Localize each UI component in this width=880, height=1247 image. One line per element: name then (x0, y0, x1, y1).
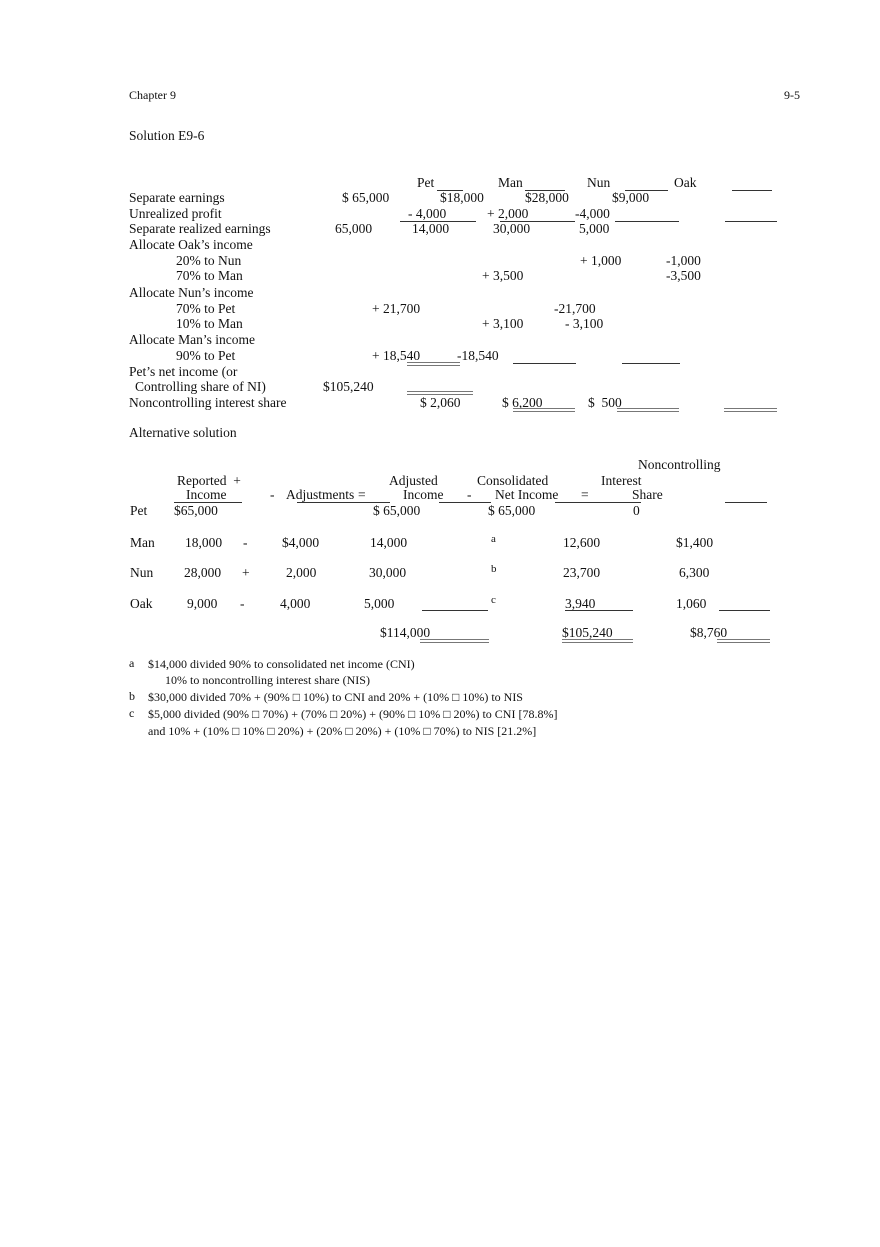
adjustment: 4,000 (280, 596, 311, 611)
row-label: Separate earnings (129, 190, 225, 205)
consolidated-net-income: $ 65,000 (488, 503, 536, 518)
adjusted-income: 14,000 (370, 535, 408, 550)
double-rule (513, 408, 575, 412)
footnote-text: and 10% + (10% □ 10% □ 20%) + (20% □ 20%) + (10% □ 70%) to NIS [21.2%] (148, 724, 537, 738)
header-adjustments: Adjustments (286, 487, 355, 502)
entity-name: Nun (130, 565, 154, 580)
header-income: Income (403, 487, 444, 502)
header-net-income: Net Income (495, 487, 559, 502)
consolidated-net-income: 23,700 (563, 565, 601, 580)
rule (439, 502, 491, 503)
adjustment: 2,000 (286, 565, 317, 580)
adjustment: $4,000 (282, 535, 320, 550)
row-label: Separate realized earnings (129, 221, 271, 236)
cell: + 1,000 (580, 253, 622, 268)
rule (555, 502, 641, 503)
rule (725, 221, 777, 222)
total-adjusted-income: $114,000 (380, 625, 431, 640)
rule (565, 610, 633, 611)
section-label: Allocate Nun’s income (129, 285, 254, 300)
row-label: Noncontrolling interest share (129, 395, 287, 410)
col-header-man: Man (498, 175, 523, 190)
cell: + 18,540 (372, 348, 421, 363)
header-equals: = (581, 487, 589, 502)
row-label: Unrealized profit (129, 206, 222, 221)
rule (732, 190, 772, 191)
nci-share: 0 (633, 503, 640, 518)
col-header-nun: Nun (587, 175, 611, 190)
entity-name: Man (130, 535, 155, 550)
double-rule (724, 408, 777, 412)
consolidated-net-income: 3,940 (565, 596, 596, 611)
footnote-text: $14,000 divided 90% to consolidated net income (CNI) (148, 657, 415, 671)
operator: + (242, 565, 250, 580)
cell: - 3,100 (565, 316, 604, 331)
footnote-mark: c (129, 706, 135, 720)
cell: 5,000 (579, 221, 610, 236)
adjusted-income: 5,000 (364, 596, 395, 611)
nci-share: 1,060 (676, 596, 707, 611)
cell: $ 65,000 (342, 190, 390, 205)
page-number: 9-5 (784, 88, 800, 102)
header-noncontrolling: Noncontrolling (638, 457, 721, 472)
adjusted-income: $ 65,000 (373, 503, 421, 518)
alternative-title: Alternative solution (129, 425, 237, 440)
cell: 30,000 (493, 221, 531, 236)
footnote-ref: a (491, 533, 496, 545)
cell: + 2,000 (487, 206, 529, 221)
cell: + 3,500 (482, 268, 524, 283)
rule (719, 610, 770, 611)
cell: + 21,700 (372, 301, 421, 316)
section-label: Allocate Oak’s income (129, 237, 253, 252)
rule (622, 363, 680, 364)
row-label: Controlling share of NI) (135, 379, 266, 394)
header-equals: = (358, 487, 366, 502)
footnote-text: $5,000 divided (90% □ 70%) + (70% □ 20%) + (90% □ 10% □ 20%) to CNI [78.8%] (148, 707, 558, 721)
header-consolidated: Consolidated (477, 473, 549, 488)
section-label: Allocate Man’s income (129, 332, 255, 347)
footnote-mark: a (129, 656, 135, 670)
header-share: Share (632, 487, 663, 502)
cell: -21,700 (554, 301, 596, 316)
entity-name: Pet (130, 503, 148, 518)
cell: $105,240 (323, 379, 374, 394)
row-label: Pet’s net income (or (129, 364, 238, 379)
col-header-pet: Pet (417, 175, 435, 190)
row-label: 90% to Pet (176, 348, 236, 363)
cell: -4,000 (575, 206, 610, 221)
double-rule (562, 639, 633, 643)
footnote-text: $30,000 divided 70% + (90% □ 10%) to CNI and 20% + (10% □ 10%) to NIS (148, 690, 523, 704)
header-minus: - (270, 487, 275, 502)
cell: -1,000 (666, 253, 701, 268)
operator: - (240, 596, 245, 611)
footnote-text: 10% to noncontrolling interest share (NIS) (165, 673, 370, 687)
rule (422, 610, 488, 611)
cell: -18,540 (457, 348, 499, 363)
header-income: Income (186, 487, 227, 502)
cell: 65,000 (335, 221, 373, 236)
col-header-oak: Oak (674, 175, 697, 190)
cell: $ 2,060 (420, 395, 461, 410)
header-minus: - (467, 487, 472, 502)
reported-income: $65,000 (174, 503, 218, 518)
rule (615, 221, 679, 222)
cell: $ 500 (588, 395, 622, 410)
cell: + 3,100 (482, 316, 524, 331)
row-label: 70% to Man (176, 268, 243, 283)
footnote-ref: b (491, 563, 497, 575)
solution-title: Solution E9-6 (129, 128, 205, 143)
adjusted-income: 30,000 (369, 565, 407, 580)
rule (725, 502, 767, 503)
footnote-mark: b (129, 689, 135, 703)
reported-income: 9,000 (187, 596, 218, 611)
cell: - 4,000 (408, 206, 447, 221)
cell: $28,000 (525, 190, 569, 205)
row-label: 10% to Man (176, 316, 243, 331)
total-nci-share: $8,760 (690, 625, 728, 640)
nci-share: 6,300 (679, 565, 710, 580)
double-rule (717, 639, 770, 643)
nci-share: $1,400 (676, 535, 714, 550)
chapter-label: Chapter 9 (129, 88, 176, 102)
reported-income: 28,000 (184, 565, 222, 580)
double-rule (407, 362, 460, 366)
cell: $9,000 (612, 190, 650, 205)
header-interest: Interest (601, 473, 642, 488)
footnote-ref: c (491, 594, 496, 606)
operator: - (243, 535, 248, 550)
header-reported: Reported + (177, 473, 241, 488)
total-consolidated-net-income: $105,240 (562, 625, 613, 640)
cell: -3,500 (666, 268, 701, 283)
header-adjusted: Adjusted (389, 473, 438, 488)
consolidated-net-income: 12,600 (563, 535, 601, 550)
reported-income: 18,000 (185, 535, 223, 550)
cell: 14,000 (412, 221, 450, 236)
entity-name: Oak (130, 596, 153, 611)
cell: $ 6,200 (502, 395, 543, 410)
rule (513, 363, 576, 364)
double-rule (420, 639, 489, 643)
row-label: 20% to Nun (176, 253, 242, 268)
row-label: 70% to Pet (176, 301, 236, 316)
cell: $18,000 (440, 190, 484, 205)
double-rule (617, 408, 679, 412)
